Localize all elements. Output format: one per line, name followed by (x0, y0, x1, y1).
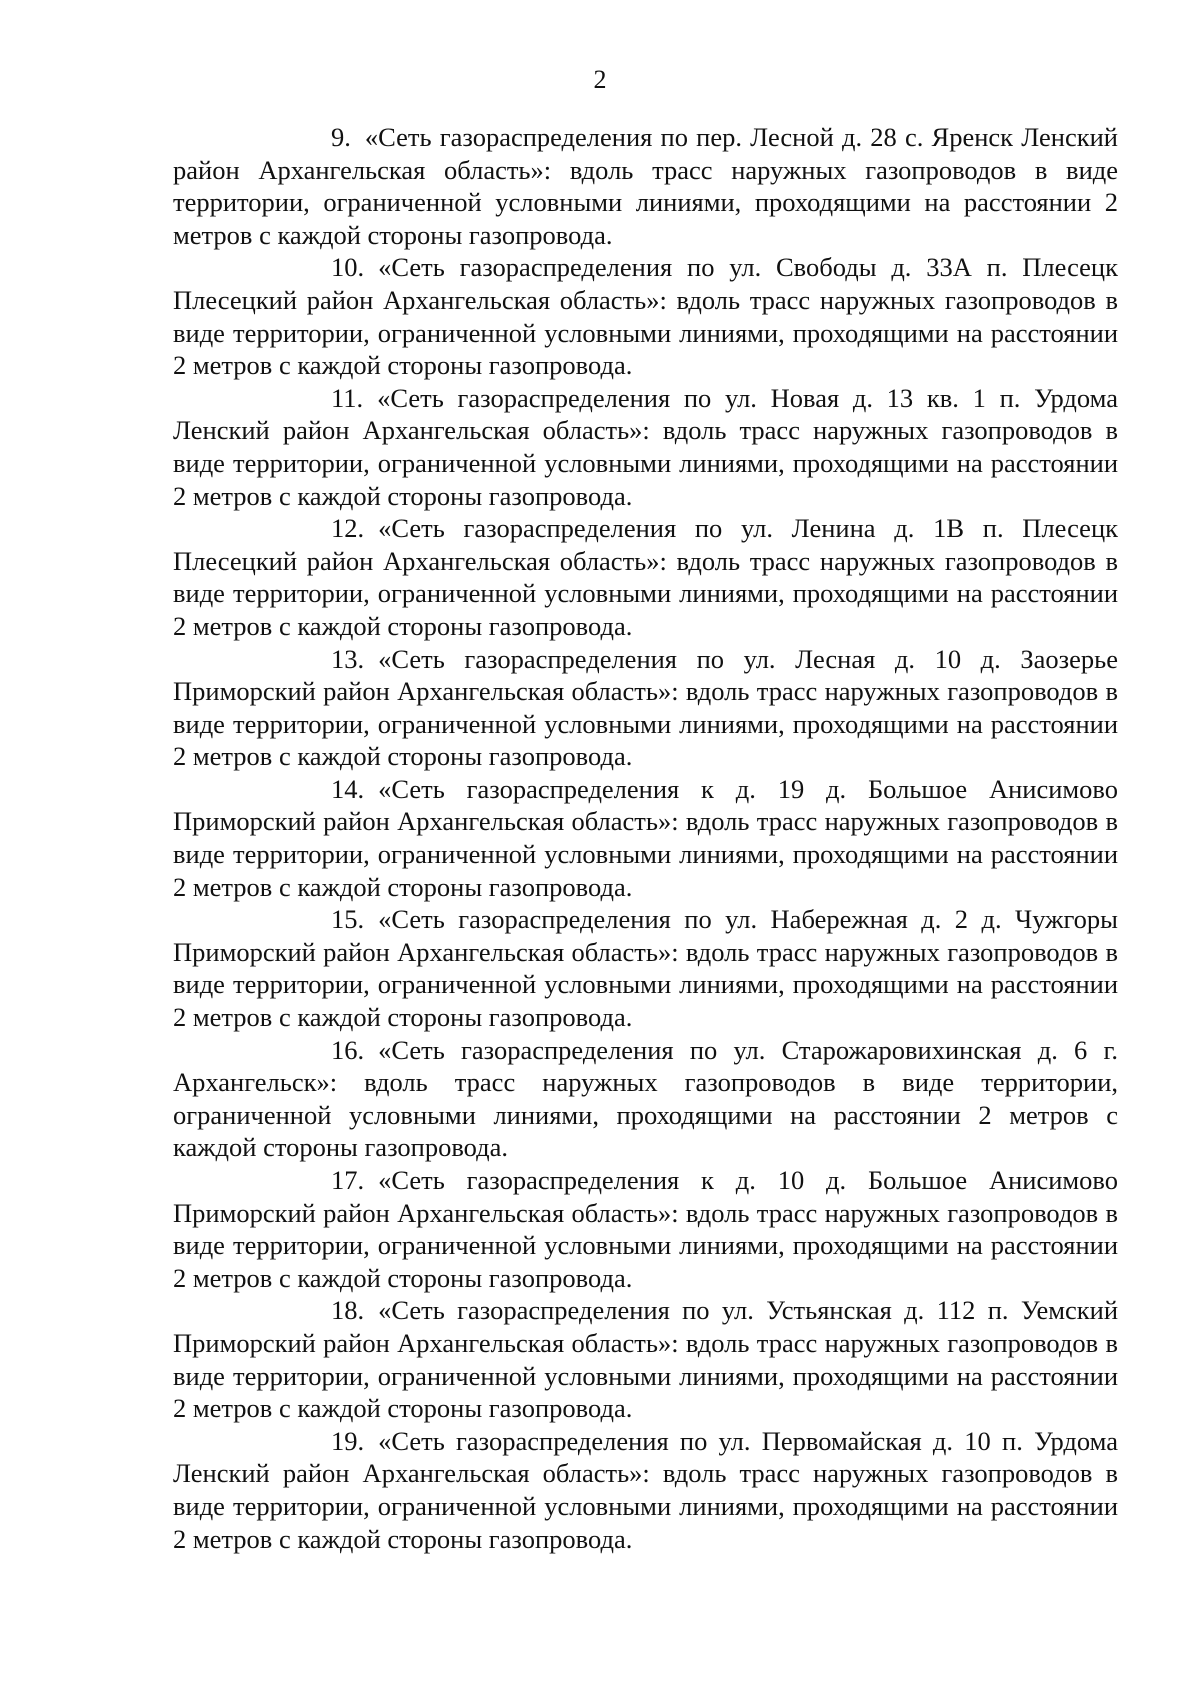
item-number: 15. (331, 904, 365, 935)
list-item-10 (173, 251, 1118, 381)
item-number: 9. (331, 122, 351, 152)
item-text: «Сеть газораспределения к д. 10 д. Большое Анисимово Приморский район Архангельская область»: вдоль трасс наружных газопроводов в виде территории, ограниченной условными линиями, проходящими на расстоянии 2 метров с каждой стороны газопровода. (173, 1165, 1118, 1293)
item-text: «Сеть газораспределения к д. 19 д. Большое Анисимово Приморский район Архангельская область»: вдоль трасс наружных газопроводов в виде территории, ограниченной условными линиями, проходящими на расстоянии 2 метров с каждой стороны газопровода. (173, 773, 1118, 902)
item-number: 10. (331, 252, 365, 283)
list-item-15 (173, 903, 1118, 1033)
item-text: «Сеть газораспределения по ул. Свободы д. 33А п. Плесецк Плесецкий район Архангельская область»: вдоль трасс наружных газопроводов в виде территории, ограниченной условными линиями, проходящими на расстоянии 2 метров с каждой стороны газопровода. (173, 252, 1118, 381)
list-item-14 (173, 773, 1118, 903)
item-text: «Сеть газораспределения по ул. Ленина д. 1В п. Плесецк Плесецкий район Архангельская область»: вдоль трасс наружных газопроводов в виде территории, ограниченной условными линиями, проходящими на расстоянии 2 метров с каждой стороны газопровода. (173, 513, 1118, 641)
item-number: 11. (331, 382, 364, 413)
item-number: 16. (331, 1034, 365, 1065)
item-text: «Сеть газораспределения по ул. Старожаровихинская д. 6 г. Архангельск»: вдоль трасс наружных газопроводов в виде территории, ограниченной условными линиями, проходящими на расстоянии 2 метров с каждой стороны газопровода. (173, 1034, 1118, 1163)
item-number: 12. (331, 513, 365, 544)
item-number: 19. (331, 1425, 365, 1456)
item-text: «Сеть газораспределения по ул. Устьянская д. 112 п. Уемский Приморский район Архангельская область»: вдоль трасс наружных газопроводов в виде территории, ограниченной условными линиями, проходящими на расстоянии 2 метров с каждой стороны газопровода. (173, 1295, 1118, 1424)
item-number: 13. (331, 643, 365, 674)
list-item-13 (173, 643, 1118, 773)
list-item-12 (173, 512, 1118, 642)
list-item-9 (173, 121, 1118, 251)
list-item-16 (173, 1034, 1118, 1164)
item-text: «Сеть газораспределения по пер. Лесной д. 28 с. Яренск Ленский район Архангельская область»: вдоль трасс наружных газопроводов в виде территории, ограниченной условными линиями, проходящими на расстоянии 2 метров с каждой стороны газопровода. (173, 122, 1118, 250)
document-body (173, 121, 1118, 1555)
page-number: 2 (593, 65, 607, 94)
item-number: 18. (331, 1295, 365, 1326)
list-item-18 (173, 1294, 1118, 1424)
item-text: «Сеть газораспределения по ул. Набережная д. 2 д. Чужгоры Приморский район Архангельская область»: вдоль трасс наружных газопроводов в виде территории, ограниченной условными линиями, проходящими на расстоянии 2 метров с каждой стороны газопровода. (173, 904, 1118, 1033)
item-number: 14. (331, 773, 365, 804)
list-item-11 (173, 382, 1118, 512)
item-text: «Сеть газораспределения по ул. Лесная д. 10 д. Заозерье Приморский район Архангельская область»: вдоль трасс наружных газопроводов в виде территории, ограниченной условными линиями, проходящими на расстоянии 2 метров с каждой стороны газопровода. (173, 643, 1118, 772)
item-text: «Сеть газораспределения по ул. Первомайская д. 10 п. Урдома Ленский район Архангельская область»: вдоль трасс наружных газопроводов в виде территории, ограниченной условными линиями, проходящими на расстоянии 2 метров с каждой стороны газопровода. (173, 1425, 1118, 1554)
list-item-17 (173, 1164, 1118, 1294)
item-number: 17. (331, 1165, 365, 1195)
list-item-19 (173, 1425, 1118, 1555)
item-text: «Сеть газораспределения по ул. Новая д. 13 кв. 1 п. Урдома Ленский район Архангельская область»: вдоль трасс наружных газопроводов в виде территории, ограниченной условными линиями, проходящими на расстоянии 2 метров с каждой стороны газопровода. (173, 382, 1118, 511)
